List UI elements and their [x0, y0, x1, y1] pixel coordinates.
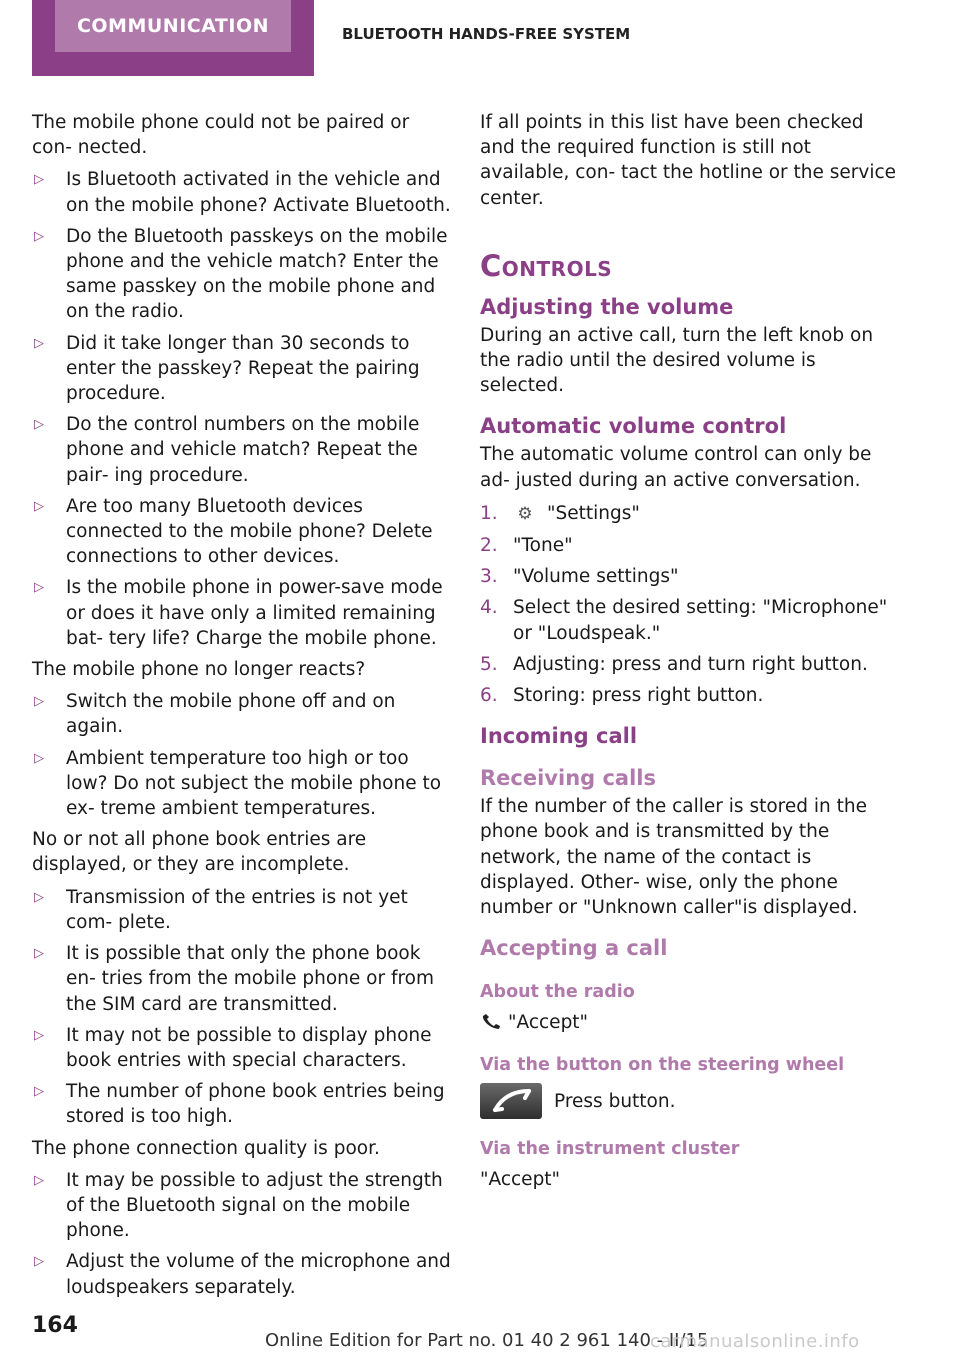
triangle-right-icon: ▷ [34, 694, 44, 710]
paragraph: During an active call, turn the left knob on the radio until the desired volume is selected. [480, 324, 874, 397]
list-item: ▷ Did it take longer than 30 seconds to enter the passkey? Repeat the pairing procedure. [34, 332, 420, 405]
steps-list [480, 501, 900, 708]
triangle-right-icon: ▷ [34, 946, 44, 962]
list-item: ▷ It may be possible to adjust the strength of the Bluetooth signal on the mobile phone. [34, 1169, 443, 1242]
list-item: ▷ The number of phone book entries being stored is too high. [34, 1081, 445, 1128]
triangle-right-icon: ▷ [34, 580, 44, 596]
steering-wheel-heading: Via the button on the steering wheel [480, 1055, 845, 1076]
accepting-call-heading: Accepting a call [480, 936, 668, 961]
gear-icon: ⚙ [517, 503, 533, 524]
section-title: BLUETOOTH HANDS-FREE SYSTEM [342, 25, 631, 43]
phone-handset-icon [489, 1088, 533, 1114]
paragraph: "Accept" [480, 1169, 561, 1191]
incoming-call-heading: Incoming call [480, 724, 638, 749]
triangle-right-icon: ▷ [34, 1254, 44, 1270]
list-item: ▷ Ambient temperature too high or too low? Do not subject the mobile phone to ex‐ treme ambient temperatures. [34, 747, 442, 820]
list-item: ▷ Switch the mobile phone off and on again. [34, 691, 396, 738]
phone-handset-icon [480, 1014, 502, 1032]
phone-button-image [480, 1083, 542, 1119]
list-item: ▷ It is possible that only the phone book en‐ tries from the mobile phone or from the SIM card are transmitted. [34, 943, 434, 1015]
list-item: ▷ Transmission of the entries is not yet com‐ plete. [34, 886, 408, 933]
list-item: ▷ Do the control numbers on the mobile phone and vehicle match? Repeat the pair‐ ing procedure. [34, 414, 420, 486]
edition-footer: Online Edition for Part no. 01 40 2 961 140 - II/15 [265, 1330, 709, 1351]
step-item: 3. "Volume settings" [480, 566, 679, 588]
about-radio-heading: About the radio [480, 982, 635, 1003]
triangle-right-icon: ▷ [34, 228, 44, 244]
paragraph: If the number of the caller is stored in the phone book and is transmitted by the network, the name of the contact is displayed. Other‐ wise, only the phone number or "Unknown caller"is displayed. [480, 796, 867, 919]
triangle-right-icon: ▷ [34, 172, 44, 188]
watermark: carmanualsonline.info [650, 1331, 860, 1352]
triangle-right-icon: ▷ [34, 1027, 44, 1043]
instrument-cluster-heading: Via the instrument cluster [480, 1139, 740, 1160]
triangle-right-icon: ▷ [34, 889, 44, 905]
bullet-list [32, 885, 452, 1130]
step-item: 1. ⚙ "Settings" [480, 501, 900, 527]
steering-button-row: Press button. [480, 1083, 900, 1119]
paragraph: No or not all phone book entries are displayed, or they are incomplete. [32, 829, 367, 876]
list-item: ▷ It may not be possible to display phone book entries with special characters. [34, 1024, 432, 1071]
step-item: 5. Adjusting: press and turn right button. [480, 653, 868, 675]
paragraph: The mobile phone no longer reacts? [32, 659, 366, 681]
bullet-list [32, 1168, 452, 1300]
page-number: 164 [32, 1313, 78, 1338]
triangle-right-icon: ▷ [34, 417, 44, 433]
triangle-right-icon: ▷ [34, 335, 44, 351]
triangle-right-icon: ▷ [34, 1084, 44, 1100]
triangle-right-icon: ▷ [34, 750, 44, 766]
right-column [480, 110, 900, 1200]
list-item: ▷ Is Bluetooth activated in the vehicle and on the mobile phone? Activate Bluetooth. [34, 169, 451, 216]
paragraph: The phone connection quality is poor. [32, 1137, 380, 1159]
step-item: 4. Select the desired setting: "Microphone" or "Loudspeak." [480, 597, 888, 644]
auto-volume-heading: Automatic volume control [480, 414, 787, 439]
adjusting-volume-heading: Adjusting the volume [480, 294, 734, 319]
step-item: 6. Storing: press right button. [480, 685, 764, 707]
bullet-list [32, 689, 452, 821]
step-item: 2. "Tone" [480, 535, 573, 557]
bullet-list [32, 167, 452, 651]
list-item: ▷ Are too many Bluetooth devices connected to the mobile phone? Delete connections to other devices. [34, 495, 433, 568]
list-item: ▷ Is the mobile phone in power-save mode or does it have only a limited remaining bat‐ tery life? Charge the mobile phone. [34, 577, 443, 649]
paragraph: "Accept" [480, 1010, 900, 1035]
receiving-calls-heading: Receiving calls [480, 766, 656, 791]
triangle-right-icon: ▷ [34, 498, 44, 514]
list-item: ▷ Adjust the volume of the microphone and loudspeakers separately. [34, 1251, 451, 1298]
left-column [32, 110, 452, 1306]
chapter-tab [32, 0, 314, 76]
chapter-tab-label: COMMUNICATION [55, 0, 291, 52]
controls-heading: Controls [480, 248, 613, 283]
paragraph: If all points in this list have been checked and the required function is still not available, con‐ tact the hotline or the service center. [480, 112, 897, 209]
triangle-right-icon: ▷ [34, 1172, 44, 1188]
paragraph: The mobile phone could not be paired or con‐ nected. [32, 112, 410, 159]
list-item: ▷ Do the Bluetooth passkeys on the mobile phone and the vehicle match? Enter the same passkey on the mobile phone and on the radio. [34, 225, 448, 323]
paragraph: The automatic volume control can only be ad‐ justed during an active conversation. [480, 444, 872, 491]
